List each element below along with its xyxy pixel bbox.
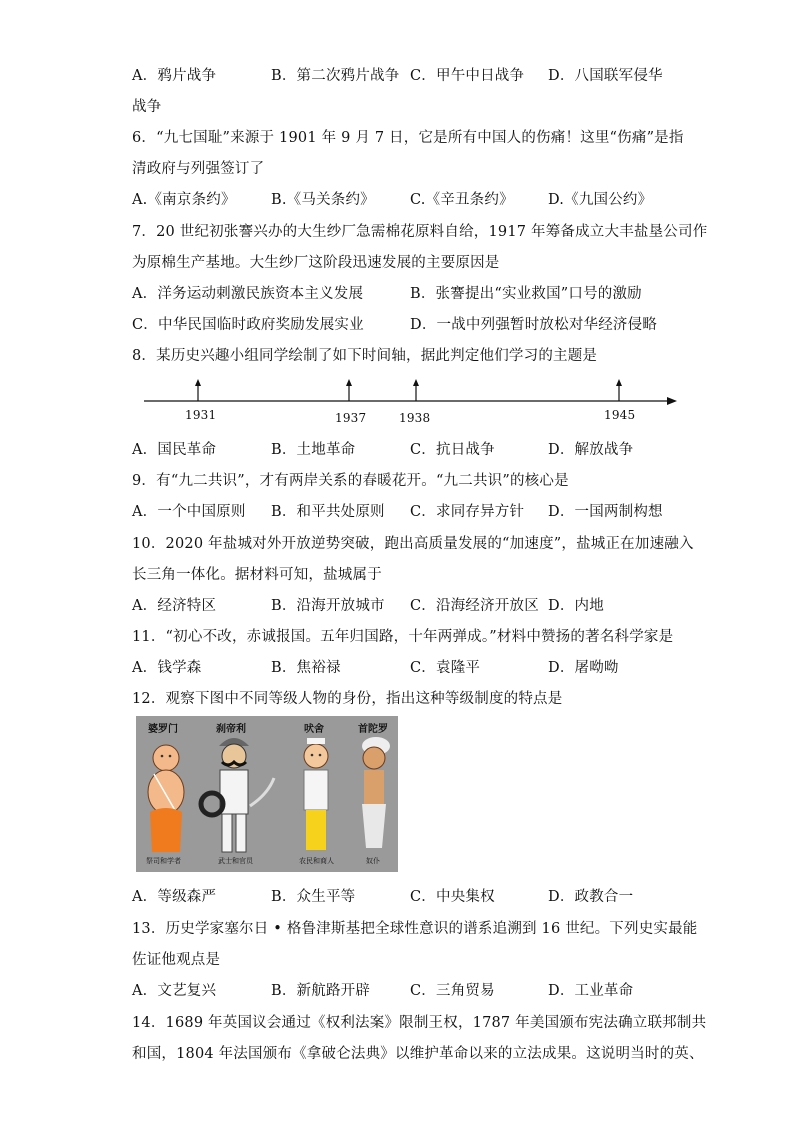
q12-option-a[interactable]: A．等级森严 xyxy=(132,889,217,905)
q10-stem-line2: 长三角一体化。据材料可知，盐城属于 xyxy=(132,567,382,583)
timeline-year-1937: 1937 xyxy=(335,411,367,425)
shudra-figure xyxy=(362,737,390,848)
timeline-marker-1937 xyxy=(346,379,352,401)
q10-option-c[interactable]: C．沿海经济开放区 xyxy=(410,598,539,614)
q9-option-a[interactable]: A．一个中国原则 xyxy=(132,504,246,520)
caste-caption-shudra: 奴仆 xyxy=(366,857,380,865)
caste-name-kshatriya: 刹帝利 xyxy=(216,724,246,735)
q10-option-a[interactable]: A．经济特区 xyxy=(132,598,217,614)
timeline-marker-1938 xyxy=(413,379,419,401)
q13-option-a[interactable]: A．文艺复兴 xyxy=(132,983,217,999)
q13-stem-line2: 佐证他观点是 xyxy=(132,952,221,968)
q14-stem-line2: 和国，1804 年法国颁布《拿破仑法典》以维护革命以来的立法成果。这说明当时的英、 xyxy=(132,1046,704,1062)
timeline-marker-1931 xyxy=(195,379,201,401)
caste-caption-kshatriya: 武士和官员 xyxy=(218,857,253,865)
q6-option-b[interactable]: B.《马关条约》 xyxy=(271,192,375,208)
q9-stem: 9．有“九二共识”，才有两岸关系的春暖花开。“九二共识”的核心是 xyxy=(132,473,569,489)
q11-option-b[interactable]: B．焦裕禄 xyxy=(271,660,341,676)
q11-stem: 11．“初心不改，赤诚报国。五年归国路，十年两弹成。”材料中赞扬的著名科学家是 xyxy=(132,629,674,645)
q8-option-d[interactable]: D．解放战争 xyxy=(548,442,634,458)
caste-caption-brahmin: 祭司和学者 xyxy=(146,857,181,865)
q14-stem-line1: 14．1689 年英国议会通过《权利法案》限制王权，1787 年美国颁布宪法确立联邦制共 xyxy=(132,1015,707,1031)
timeline-arrowhead xyxy=(667,397,677,405)
timeline-year-1931: 1931 xyxy=(185,408,217,422)
q13-option-d[interactable]: D．工业革命 xyxy=(548,983,634,999)
q10-stem-line1: 10．2020 年盐城对外开放逆势突破，跑出高质量发展的“加速度”，盐城正在加速融入 xyxy=(132,536,694,552)
caste-name-vaishya: 吠舍 xyxy=(304,724,324,735)
q7-option-c[interactable]: C．中华民国临时政府奖励发展实业 xyxy=(132,317,364,333)
q6-option-a[interactable]: A.《南京条约》 xyxy=(132,192,236,208)
q6-stem-line2: 清政府与列强签订了 xyxy=(132,161,265,177)
timeline-year-1945: 1945 xyxy=(604,408,636,422)
q13-option-c[interactable]: C．三角贸易 xyxy=(410,983,495,999)
q8-option-a[interactable]: A．国民革命 xyxy=(132,442,217,458)
q12-option-b[interactable]: B．众生平等 xyxy=(271,889,356,905)
q13-option-b[interactable]: B．新航路开辟 xyxy=(271,983,371,999)
q7-option-b[interactable]: B．张謇提出“实业救国”口号的激励 xyxy=(410,286,642,302)
q9-option-b[interactable]: B．和平共处原则 xyxy=(271,504,385,520)
caste-name-shudra: 首陀罗 xyxy=(358,724,388,735)
q5-option-d[interactable]: D．八国联军侵华 xyxy=(548,68,663,84)
caste-figures xyxy=(136,716,398,872)
q11-option-a[interactable]: A．钱学森 xyxy=(132,660,202,676)
timeline-marker-1945 xyxy=(616,379,622,401)
q7-option-a[interactable]: A．洋务运动刺激民族资本主义发展 xyxy=(132,286,364,302)
q9-option-d[interactable]: D．一国两制构想 xyxy=(548,504,663,520)
timeline-year-1938: 1938 xyxy=(399,411,431,425)
caste-caption-vaishya: 农民和商人 xyxy=(299,857,334,865)
q5-option-d-continued: 战争 xyxy=(132,99,162,115)
q5-option-b[interactable]: B．第二次鸦片战争 xyxy=(271,68,400,84)
q12-option-c[interactable]: C．中央集权 xyxy=(410,889,495,905)
q6-option-d[interactable]: D.《九国公约》 xyxy=(548,192,653,208)
q11-option-c[interactable]: C．袁隆平 xyxy=(410,660,481,676)
q5-option-a[interactable]: A．鸦片战争 xyxy=(132,68,217,84)
kshatriya-figure xyxy=(201,738,274,852)
vaishya-figure xyxy=(304,738,328,850)
q13-stem-line1: 13．历史学家塞尔日 • 格鲁津斯基把全球性意识的谱系追溯到 16 世纪。下列史实最能 xyxy=(132,921,698,937)
q7-option-d[interactable]: D．一战中列强暂时放松对华经济侵略 xyxy=(410,317,658,333)
q12-option-d[interactable]: D．政教合一 xyxy=(548,889,634,905)
q8-option-b[interactable]: B．土地革命 xyxy=(271,442,356,458)
q10-option-d[interactable]: D．内地 xyxy=(548,598,604,614)
q6-stem-line1: 6．“九七国耻”来源于 1901 年 9 月 7 日，它是所有中国人的伤痛！这里“伤痛”是指 xyxy=(132,130,684,146)
q10-option-b[interactable]: B．沿海开放城市 xyxy=(271,598,385,614)
brahmin-figure xyxy=(148,745,184,852)
q5-option-c[interactable]: C．甲午中日战争 xyxy=(410,68,525,84)
q6-option-c[interactable]: C.《辛丑条约》 xyxy=(410,192,514,208)
q12-stem: 12．观察下图中不同等级人物的身份，指出这种等级制度的特点是 xyxy=(132,691,563,707)
caste-name-brahmin: 婆罗门 xyxy=(148,724,178,735)
q9-option-c[interactable]: C．求同存异方针 xyxy=(410,504,525,520)
q8-stem: 8．某历史兴趣小组同学绘制了如下时间轴，据此判定他们学习的主题是 xyxy=(132,348,598,364)
caste-illustration xyxy=(136,716,398,872)
q7-stem-line2: 为原棉生产基地。大生纱厂这阶段迅速发展的主要原因是 xyxy=(132,255,500,271)
q8-option-c[interactable]: C．抗日战争 xyxy=(410,442,495,458)
q11-option-d[interactable]: D．屠呦呦 xyxy=(548,660,619,676)
q7-stem-line1: 7．20 世纪初张謇兴办的大生纱厂急需棉花原料自给，1917 年筹备成立大丰盐垦公司作 xyxy=(132,224,708,240)
